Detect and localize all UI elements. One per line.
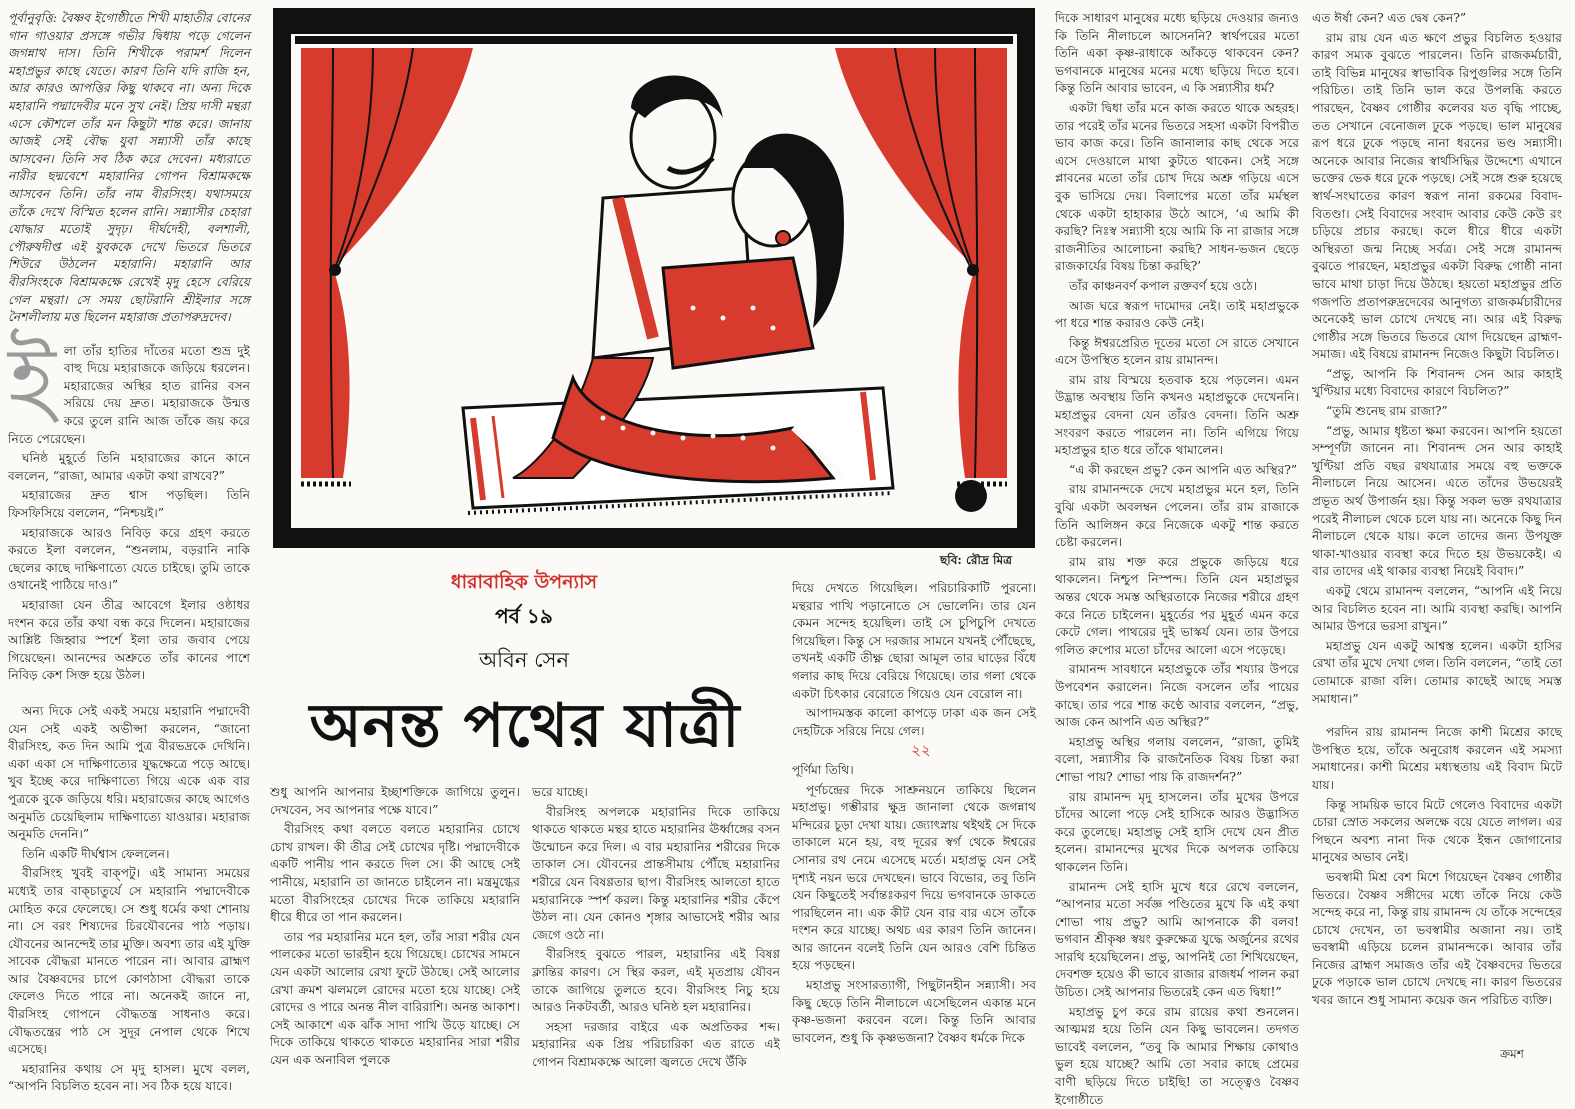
paragraph: পরদিন রায় রামানন্দ নিজে কাশী মিশ্রের কাছে উপস্থিত হয়ে, তাঁকে অনুরোধ করলেন এই সমস্যা সমাধানের। কাশী মিশ্রের মধ্যস্থতায় এই বিবাদ মিটে যায়। (1312, 725, 1562, 792)
summary-text: পূর্বানুবৃত্তি: বৈষ্ণব ইগোষ্ঠীতে শিখী মাহাতীর বোনের গান গাওয়ার প্রসঙ্গে গভীর দ্বিধায় পড়ে গেলেন জগন্নাথ দাস। তিনি শিখীকে পরামর্শ দিলেন মহাপ্রভুর কাছে যেতে। কারণ তিনি যদি রাজি হন, আর কারও আপত্তির কিছু থাকবে না। অন্য দিকে মহারানি পদ্মাদেবীর মনে সুখ নেই। প্রিয় দাসী মন্থরা এসে কৌশলে তাঁর মন কিছুটা শান্ত করে। জানায় আজই সেই বৌদ্ধ যুবা সন্ন্যাসী তাঁর কাছে আসবেন। তিনি সব ঠিক করে দেবেন। মধ্যরাতে নারীর ছদ্মবেশে মহারানির গোপন বিশ্রামকক্ষে আসবেন তিনি। তাঁর নাম বীরসিংহ। যথাসময়ে তাঁকে দেখে বিস্মিত হলেন রানি। সন্ন্যাসীর চেহারা যোদ্ধার মতোই সুদৃঢ়। দীর্ঘদেহী, বলশালী, পৌরুষদীপ্ত এই যুবককে দেখে ভিতরে ভিতরে শিউরে উঠলেন মহারানি। মহারানি আর বীরসিংহকে বিশ্রামকক্ষে রেখেই মৃদু হেসে বেরিয়ে গেল মন্থরা। সে সময় ছোটরানি শ্রীইলার সঙ্গে নৈশলীলায় মত্ত ছিলেন মহারাজ প্রতাপরুদ্রদেব। (8, 11, 250, 325)
paragraph: মহাপ্রভু অস্থির গলায় বললেন, “রাজা, তুমিই বলো, সন্ন্যাসীর কি রাজনৈতিক বিষয় চিন্তা করা শোভা পায়? শোভা পায় কি রাজদর্শন?” (1055, 734, 1299, 784)
paragraph: কিন্তু সাময়িক ভাবে মিটে গেলেও বিবাদের একটা চোরা স্রোত সকলের অলক্ষে বয়ে যেতে লাগল। এর পিছনে অবশ্য নানা দিক থেকে ইন্ধন জোগানোর মানুষের অভাব নেই। (1312, 797, 1562, 865)
paragraph: “প্রভু, আপনি কি শিবানন্দ সেন আর কাহাই খুণ্টিয়ার মধ্যে বিবাদের কারণে বিচলিত?” (1312, 366, 1562, 399)
paragraph: মহাপ্রভু যেন একটু আশ্বস্ত হলেন। একটা হাসির রেখা তাঁর মুখে দেখা গেল। তিনি বললেন, “তাই তো তোমাকে রাজা বলি। তোমার কাছেই আছে সমস্ত সমাধান।” (1312, 638, 1562, 706)
column-1 (8, 10, 250, 1094)
paragraph: সহসা দরজার বাইরে এক অপ্রতিকর শব্দ। মহারানির এক প্রিয় পরিচারিকা এত রাতে এই গোপন বিশ্রামকক্ষে আলো জ্বলতে দেখে উঁকি (532, 1019, 780, 1069)
paragraph: মহাপ্রভু চুপ করে রাম রায়ের কথা শুনলেন। আত্মমগ্ন হয়ে তিনি যেন কিছু ভাবলেন। তদগত ভাবেই বললেন, “তবু কি আমার শিক্ষায় কোথাও ভুল হয়ে যাচ্ছে? আমি তো সবার কাছে প্রেমের বাণী ছড়িয়ে দিতে চাইছি! তা সত্ত্বেও বৈষ্ণব ইগোষ্ঠীতে (1055, 1004, 1299, 1107)
paragraph: ঘনিষ্ঠ মুহূর্তে তিনি মহারাজের কানে কানে বললেন, “রাজা, আমার একটা কথা রাখবে?” (8, 451, 250, 483)
paragraph: অন্য দিকে সেই একই সময়ে মহারানি পদ্মাদেবী যেন সেই একই অভীপ্সা করলেন, “জানো বীরসিংহ, কত দিন আমি পুত্র বীরভদ্রকে দেখিনি। একা একা সে দাক্ষিণাত্যের যুদ্ধক্ষেত্রে পড়ে আছে। খুব ইচ্ছে করে দাক্ষিণাত্যে গিয়ে একে এক বার পুত্রকে বুকে জড়িয়ে ধরি। মহারাজের কাছে আগেও অনুমতি চেয়েছিলাম দাক্ষিণাত্যে যাওয়ার। মহারাজ অনুমতি দেননি।” (8, 703, 250, 842)
paragraph: একটা দ্বিধা তাঁর মনে কাজ করতে থাকে অহরহ। তার পরেই তাঁর মনের ভিতরে সহসা একটা বিপরীত ভাব কাজ করে। তিনি জানালার কাছ থেকে সরে এসে দেওয়ালে মাথা কুটতে থাকেন। সেই সঙ্গে প্লাবনের মতো তাঁর চোখ দিয়ে অশ্রু গড়িয়ে এসে বুক ভাসিয়ে দেয়। বিলাপের মতো তাঁর মর্মস্থল থেকে একটা হাহাকার উঠে আসে, ‘এ আমি কী করছি? নিঃস্ব সন্ন্যাসী হয়ে আমি কি না রাজার সঙ্গে রাজনীতির আলোচনা করছি? সাধন-ভজন ছেড়ে রাজকার্যের বিষয় চিন্তা করছি?’ (1055, 100, 1299, 274)
paragraph: রামানন্দ সাবধানে মহাপ্রভুকে তাঁর শয্যার উপরে উপবেশন করালেন। নিজে বসলেন তাঁর পায়ের কাছে। তার পরে শান্ত কণ্ঠে আবার বললেন, “প্রভু, আজ কেন আপনি এত অস্থির?” (1055, 662, 1299, 730)
paragraph: আপাদমস্তক কালো কাপড়ে ঢাকা এক জন সেই দেহটিকে সরিয়ে নিয়ে গেল। (792, 706, 1036, 738)
paragraph: মহারাজের দ্রুত শ্বাস পড়ছিল। তিনি ফিসফিসিয়ে বললেন, “নিশ্চয়ই।” (8, 488, 250, 521)
paragraph: বীরসিংহ অপলকে মহারানির দিকে তাকিয়ে থাকতে থাকতে মন্থর হাতে মহারানির ঊর্ধ্বাঙ্গের বসন উন্মোচন করে দিল। এ বার মহারানির শরীরের দিকে তাকাল সে। যৌবনের প্রান্তসীমায় পৌঁছে মহারানির শরীরে যেন বিষণ্ণতার ছাপ। বীরসিংহ আলতো হাতে মহারানিকে স্পর্শ করল। কিন্তু মহারানির শরীর কেঁপে উঠল না। যেন কোনও শৃঙ্গার আভাসেই শরীর আর জেগে ওঠে না। (532, 804, 780, 942)
paragraph: রাম রায় বিস্ময়ে হতবাক হয়ে পড়লেন। এমন উদ্ভ্রান্ত অবস্থায় তিনি কখনও মহাপ্রভুকে দেখেননি। মহাপ্রভুর বেদনা যেন তাঁরও বেদনা। তিনি অশ্রু সংবরণ করতে পারলেন না। তিনি এগিয়ে গিয়ে মহাপ্রভুর হাত ধরে তাঁকে থামালেন। (1055, 372, 1299, 458)
drop-cap: ই (8, 326, 56, 434)
paragraph: ভবস্বামী মিশ্র বেশ মিশে গিয়েছেন বৈষ্ণব গোষ্ঠীর ভিতরে। বৈষ্ণব সঙ্গীদের মধ্যে তাঁকে নিয়ে কেউ সন্দেহ করে না, কিন্তু রায় রামানন্দ যে তাঁকে সন্দেহের চোখে দেখেন, তা ভবস্বামীর অজানা নয়। তাই ভবস্বামী এড়িয়ে চলেন রামানন্দকে। আবার তাঁর নিজের ব্রাহ্মণ সমাজও তাঁর এই বৈষ্ণবদের ভিতরে ঢুকে পড়াকে ভাল চোখে দেখছে না। কারণ ভিতরের খবর জানে শুধু সামান্য কয়েক জন পরিচিত ব্যক্তি। (1312, 869, 1562, 1008)
paragraph: তিনি একটি দীর্ঘশ্বাস ফেললেন। (22, 846, 170, 861)
paragraph: তার পর মহারানির মনে হল, তাঁর সারা শরীর যেন পালকের মতো ভারহীন হয়ে গিয়েছে। চোখের সামনে যেন একটা আলোর রেখা ফুটে উঠছে। সেই আলোর রেখা ক্রমশ ঝলমলে রোদের মতো হয়ে যাচ্ছে। সেই রোদের ও পারে অনন্ত নীল বারিরাশি। অনন্ত আকাশ। সেই আকাশে এক ঝাঁক সাদা পাখি উড়ে যাচ্ছে। সে দিকে তাকিয়ে থাকতে থাকতে মহারানির সারা শরীর যেন এক অনাবিল পুলকে (270, 929, 520, 1067)
paragraph: ভরে যাচ্ছে। (532, 785, 588, 799)
column-5 (1055, 10, 1299, 1107)
paragraph: কিন্তু ঈশ্বরপ্রেরিত দূতের মতো সে রাতে সেখানে এসে উপস্থিত হলেন রায় রামানন্দ। (1055, 335, 1299, 368)
paragraph: এত ঈর্ষা কেন? এত দ্বেষ কেন?” (1312, 11, 1467, 25)
continued-marker: ক্রমশ (1500, 1047, 1524, 1061)
paragraph: বীরসিংহ কথা বলতে বলতে মহারানির চোখে চোখ রাখল। কী তীব্র সেই চোখের দৃষ্টি। পদ্মাদেবীকে একটি পানীয় পান করতে দিল সে। কী আছে সেই পানীয়ে, মহারানি তা জানতে চাইলেন না। মন্ত্রমুগ্ধের মতো বীরসিংহের চোখের দিকে তাকিয়ে মহারানি ধীরে ধীরে তা পান করলেন। (270, 822, 520, 925)
column-3 (532, 784, 780, 1069)
paragraph: রায় রামানন্দ মৃদু হাসলেন। তাঁর মুখের উপরে চাঁদের আলো পড়ে সেই হাসিকে আরও উদ্ভাসিত করে তুলেছে। মহাপ্রভু সেই হাসি দেখে যেন প্রীত হলেন। রামানন্দের মুখের দিকে অপলক তাকিয়ে থাকলেন তিনি। (1055, 789, 1299, 874)
paragraph: রায় রামানন্দকে দেখে মহাপ্রভুর মনে হল, তিনি বুঝি একটা অবলম্বন পেলেন। তাঁর রাম রাজাকে তিনি আলিঙ্গন করে নিজেকে একটু শান্ত করতে চেষ্টা করলেন। (1055, 482, 1299, 550)
paragraph: একটু থেমে রামানন্দ বললেন, “আপনি এই নিয়ে আর বিচলিত হবেন না। আমি ব্যবস্থা করছি। আপনি আমার উপরে ভরসা রাখুন।” (1312, 584, 1562, 634)
column-2 (270, 784, 520, 1067)
paragraph: আজ ঘরে স্বরূপ দামোদর নেই। তাই মহাপ্রভুকে পা ধরে শান্ত করারও কেউ নেই। (1055, 298, 1299, 331)
paragraph: শুধু আপনি আপনার ইচ্ছাশক্তিকে জাগিয়ে তুলুন। দেখবেন, সব আপনার পক্ষে যাবে।” (270, 785, 520, 817)
novel-title: অনন্ত পথের যাত্রী (309, 691, 741, 761)
paragraph: দিকে সাধারণ মানুষের মধ্যে ছড়িয়ে দেওয়ার জন্যও কি তিনি নীলাচলে আসেননি? স্বার্থপরের মতো তিনি একা কৃষ্ণ-রাধাকে আঁকড়ে থাকবেন কেন? ভগবানকে মানুষের মনের মধ্যে ছড়িয়ে দিতে হবে। কিন্তু তিনি আবার ভাবেন, এ কি সন্ন্যাসীর ধর্ম? (1055, 11, 1299, 96)
paragraph: বীরসিংহ খুবই বাক্পটু। এই সামান্য সময়ের মধ্যেই তার বাক্চাতুর্যে সে মহারানি পদ্মাদেবীকে মোহিত করে ফেলেছে। সে শুধু ধর্মের কথা শোনায় না। সে বরং শিষ্যদের চিরযৌবনের পাঠ পড়ায়। যৌবনের আনন্দেই তার মুক্তি। অবশ্য তার এই যুক্তি সাবেক বৌদ্ধরা মানতে পারেন না। আবার ব্রাহ্মণ আর বৈষ্ণবদের চাপে কোণঠাসা বৌদ্ধরা তাকে ফেলেও দিতে পারে না। অনেকই জানে না, বীরসিংহ গোপনে বৌদ্ধতন্ত্র সাধনাও করে। বৌদ্ধতন্ত্রের পাঠ সে সুদূর নেপাল থেকে শিখে এসেছে। (8, 866, 250, 1057)
paragraph: মহারাজকে আরও নিবিড় করে গ্রহণ করতে করতে ইলা বললেন, “শুনলাম, বড়রানি নাকি ছেলের কাছে দাক্ষিণাত্যে যেতে চাইছে। তুমি তাকে ওখানেই পাঠিয়ে দাও।” (8, 525, 250, 593)
illustration (273, 8, 1035, 548)
paragraph: মহারানির কথায় সে মৃদু হাসল। মুখে বলল, “আপনি বিচলিত হবেন না। সব ঠিক হয়ে যাবে। (8, 1061, 250, 1094)
summary-block (8, 10, 250, 327)
paragraph: দিয়ে দেখতে গিয়েছিল। পরিচারিকাটি পুরনো। মন্থরার পাখি পড়ানোতে সে ভোলেনি। তার যেন কেমন সন্দেহ হয়েছিল। তাই সে চুপিচুপি দেখতে গিয়েছিল। কিন্তু সে দরজার সামনে যখনই পৌঁছেছে, তখনই একটি তীক্ষ্ণ ছোরা আমূল তার ঘাড়ের বিঁধে গলার কাছ দিয়ে বেরিয়ে গিয়েছে। তার গলা থেকে একটা চিৎকার বেরোতে গিয়েও যেন বেরোল না। (792, 581, 1036, 701)
column-6 (1312, 10, 1562, 1040)
illustration-credit: ছবি: রৌদ্র মিত্র (940, 553, 1012, 567)
opening-paragraph (8, 326, 250, 449)
paragraph: “প্রভু, আমার ধৃষ্টতা ক্ষমা করবেন। আপনি হয়তো সম্পূর্ণটা জানেন না। শিবানন্দ সেন আর কাহাই খুণ্টিয়া প্রতি বছর রথযাত্রার সময়ে বহু ভক্তকে নীলাচলে নিয়ে আসেন। এতে তাঁদের উভয়েরই প্রভূত অর্থ উপার্জন হয়। কিন্তু সকল ভক্ত রথযাত্রার পরেই নীলাচল থেকে চলে যায় না। অনেকে কিছু দিন নীলাচলে থেকে যায়। কলে তাদের জন্য উপযুক্ত থাকা-খাওয়ার ব্যবস্থা করে দিতে হয় উভয়কেই। এ বার তাদের এই থাকার ব্যবস্থা নিয়েই বিবাদ।” (1312, 423, 1562, 579)
paragraph: মহারাজা যেন তীব্র আবেগে ইলার ওষ্ঠাধর দংশন করে তাঁর কথা বন্ধ করে দিলেন। মহারাজের আশ্লিষ্ট জিহ্বার স্পর্শে ইলা তার জবাব পেয়ে গিয়েছেন। আনন্দের অশ্রুতে তাঁর কানের পাশে নিবিড় কেশ সিক্ত হয়ে উঠল। (8, 598, 250, 683)
paragraph: “তুমি শুনেছ রাম রাজা?” (1326, 404, 1448, 419)
artist-signature-mark (955, 480, 987, 512)
author-name: অবিন সেন (478, 648, 570, 672)
paragraph-text: লা তাঁর হাতির দাঁতের মতো শুভ্র দুই বাহু দিয়ে মহারাজকে জড়িয়ে ধরলেন। মহারাজের অস্থির হাত রানির বসন সরিয়ে দেয় দ্রুত। মহারাজকে উন্মত্ত করে তুলে রানি আজ তাঁকে জয় করে নিতে পেরেছেন। (8, 343, 250, 446)
paragraph: পূর্ণিমা তিথি। (792, 762, 854, 777)
paragraph: মহাপ্রভু সংসারত্যাগী, পিছুটানহীন সন্ন্যাসী। সব কিছু ছেড়ে তিনি নীলাচলে এসেছিলেন একান্ত মনে কৃষ্ণ-ভজনা করবেন বলে। কিন্তু তিনি আবার ভাবলেন, শুধু কি কৃষ্ণভজনা? বৈষ্ণব ধর্মকে দিকে (792, 978, 1036, 1045)
paragraph: রাম রায় শক্ত করে প্রভুকে জড়িয়ে ধরে থাকলেন। নিশ্চুপ নিস্পন্দ। তিনি যেন মহাপ্রভুর অন্তর থেকে সমস্ত অস্থিরতাকে নিজের শরীরে গ্রহণ করে নিতে চাইলেন। মুহূর্তের পর মুহূর্ত এমন করে কেটে গেল। পাথরের দুই ভাস্কর্য যেন। তার উপরে গলিত রুপোর মতো চাঁদের আলো এসে পড়েছে। (1055, 554, 1299, 657)
paragraph: পূর্ণচন্দ্রের দিকে সাশ্রুনয়নে তাকিয়ে ছিলেন মহাপ্রভু। গম্ভীরার ক্ষুদ্র জানালা থেকে জগন্নাথ মন্দিরের চূড়া দেখা যায়। জ্যোৎস্নায় থইথই সে দিকে তাকালে মনে হয়, বহু দূরের স্বর্গ থেকে ঈশ্বরের সোনার রথ নেমে এসেছে মর্তে। মহাপ্রভু যেন সেই দৃশ্যই নয়ন ভরে দেখছেন। ভাবে বিভোর, তবু তিনি যেন কিছুতেই সর্বান্তঃকরণ দিয়ে ভগবানকে ডাকতে পারছিলেন না। এক কীট যেন বার বার এসে তাঁকে দংশন করে যাচ্ছে। অথচ এর কারণ তিনি জানেন। আর জানেন বলেই তিনি যেন আরও বেশি চিন্তিত হয়ে পড়ছেন। (792, 782, 1036, 973)
section-number: ২২ (911, 741, 931, 760)
episode-number: পর্ব ১৯ (495, 604, 553, 628)
series-kicker: ধারাবাহিক উপন্যাস (450, 571, 598, 593)
column-4 (792, 580, 1036, 1060)
paragraph: তাঁর কাঞ্চনবর্ণ কপাল রক্তবর্ণ হয়ে ওঠে। (1069, 278, 1258, 293)
paragraph: বীরসিংহ বুঝতে পারল, মহারানির এই বিষণ্ণ ক্লান্তির কারণ। সে স্থির করল, এই মৃতপ্রায় যৌবন তাকে জাগিয়ে তুলতে হবে। বীরসিংহ নিচু হয়ে আরও নিকটবর্তী, আরও ঘনিষ্ঠ হল মহারানির। (532, 947, 780, 1015)
paragraph: রামানন্দ সেই হাসি মুখে ধরে রেখে বললেন, “আপনার মতো সর্বজ্ঞ পণ্ডিতের মুখে কি এই কথা শোভা পায় প্রভু? আমি আপনাকে কী বলব! ভগবান শ্রীকৃষ্ণ স্বয়ং কুরুক্ষেত্র যুদ্ধে অর্জুনের রথের সারথি হয়েছিলেন। প্রভু, আপনিই তো শিখিয়েছেন, দেবশক্ত হয়েও কী ভাবে রাজার রাজধর্ম পালন করা উচিত। সেই আপনার ভিতরেই কেন এত দ্বিধা!” (1055, 879, 1299, 1000)
paragraph: “এ কী করছেন প্রভু? কেন আপনি এত অস্থির?” (1069, 462, 1298, 477)
paragraph: রাম রায় যেন এত ক্ষণে প্রভুর বিচলিত হওয়ার কারণ সম্যক বুঝতে পারলেন। তিনি রাজকর্মচারী, তাই বিভিন্ন মানুষের স্বাভাবিক রিপুগুলির সঙ্গে তিনি পরিচিত। তাই তিনি ভাল করে উপলব্ধি করতে পারছেন, বৈষ্ণব গোষ্ঠীর কলেবর যত বৃদ্ধি পাচ্ছে, তত সেখানে বেনোজল ঢুকে পড়ছে। ভাল মানুষের রূপ ধরে ঢুকে পড়ছে নানা ধরনের ভণ্ড সন্ন্যাসী। অনেকে আবার নিজের স্বার্থসিদ্ধির উদ্দেশ্যে এখানে ভক্তের ভেক ধরে ঢুকে পড়ছে। সেই সঙ্গে শুরু হয়েছে স্বার্থ-সংঘাতের কারণ স্বরূপ নানা রকমের বিবাদ-বিতণ্ডা। সেই বিবাদের সংবাদ আবার কেউ কেউ রং চড়িয়ে প্রচার করছে। কলে ধীরে ধীরে একটা অস্থিরতা জন্ম নিচ্ছে সর্বত্র। সেই সঙ্গে রামানন্দ বুঝতে পারছেন, মহাপ্রভুর একটা বিরুদ্ধ গোষ্ঠী নানা ভাবে মাথা চাড়া দিয়ে উঠছে। হয়তো মহাপ্রভুর প্রতি গজপতি প্রতাপরুদ্রদেবের আনুগত্য রাজকর্মচারীদের অনেকেই ভাল চোখে দেখছে না। আর এই বিরুদ্ধ গোষ্ঠীর সঙ্গে ভিতরে ভিতরে যোগ দিয়েছেন ব্রাহ্মণ-সমাজ। এই বিষয়ে রামানন্দ নিজেও কিছুটা বিচলিত। (1312, 30, 1562, 362)
